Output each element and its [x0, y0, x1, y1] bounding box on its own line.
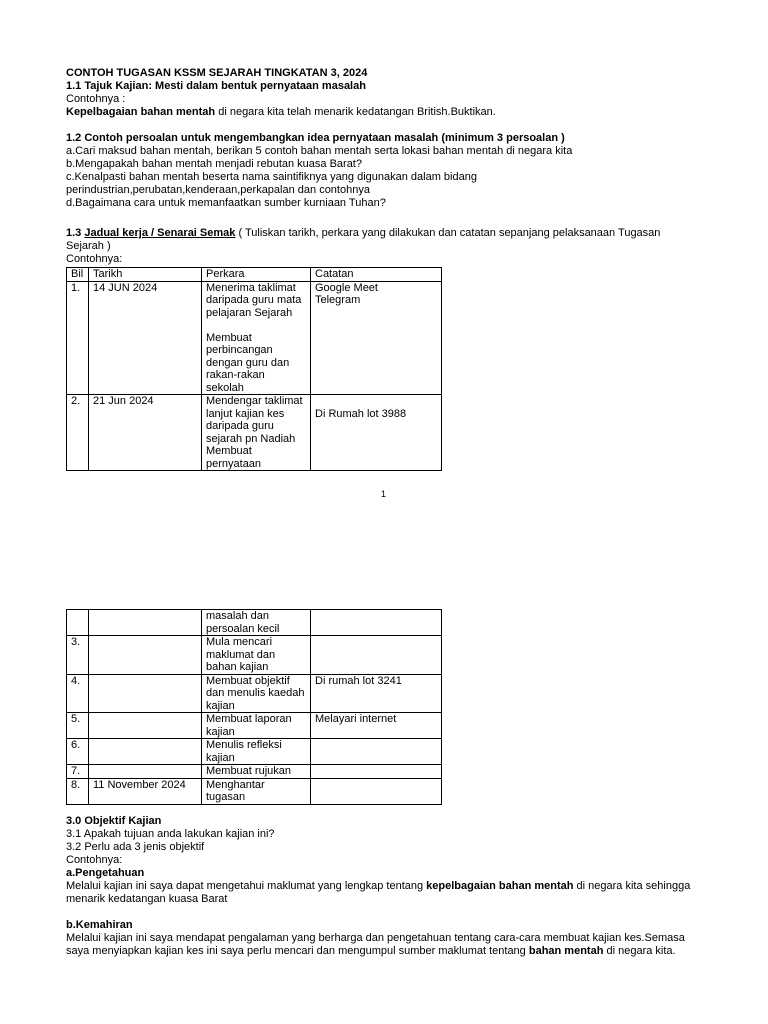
cell-perkara-line: sejarah pn Nadiah	[206, 432, 296, 445]
persoalan-c-cont: perindustrian,perubatan,kenderaan,perkapalan dan contohnya	[66, 184, 370, 196]
a-bold: kepelbagaian bahan mentah	[426, 880, 574, 892]
cell-perkara-line: maklumat dan	[206, 648, 276, 661]
header-perkara: Perkara	[202, 268, 311, 282]
cell-perkara	[202, 765, 311, 779]
cell-catatan	[311, 395, 442, 471]
b-text1: Melalui kajian ini saya mendapat pengalaman yang berharga dan pengetahuan tentang cara-cara membuat kajian kes.Semasa saya menyiapkan kajian kes ini saya perlu mencari dan mengumpul sumber maklumat tentang	[66, 932, 685, 957]
cell-perkara-line: daripada guru mata	[206, 294, 302, 306]
cell-bil: 8.	[67, 778, 89, 804]
cell-tarikh	[89, 636, 202, 675]
example-rest: di negara kita telah menarik kedatangan British.Buktikan.	[215, 106, 496, 118]
table-row	[67, 778, 442, 804]
cell-perkara-line: Membuat rujukan	[206, 765, 291, 777]
table-row	[67, 713, 442, 739]
cell-perkara-line: pernyataan	[206, 457, 262, 470]
cell-perkara	[202, 674, 311, 713]
section-3-0	[66, 815, 706, 958]
table-row	[67, 636, 442, 675]
schedule-table-page1	[66, 267, 442, 471]
cell-perkara-line: dan menulis kaedah	[206, 687, 305, 699]
section-3-0-heading: 3.0 Objektif Kajian	[66, 815, 162, 827]
cell-perkara-line: Membuat objektif	[206, 674, 290, 687]
cell-catatan-line: Telegram	[315, 294, 361, 306]
cell-tarikh	[89, 739, 202, 765]
cell-perkara-line: Mendengar taklimat	[206, 395, 303, 407]
cell-perkara-line: masalah dan	[206, 610, 269, 622]
cell-bil: 2.	[67, 395, 89, 471]
cell-tarikh	[89, 674, 202, 713]
section-1-1-example	[66, 106, 706, 119]
example-bold: Kepelbagaian bahan mentah	[66, 106, 216, 118]
persoalan-a: a.Cari maksud bahan mentah, berikan 5 contoh bahan mentah serta lokasi bahan mentah di negara kita	[66, 145, 573, 157]
cell-perkara-line: Menerima taklimat	[206, 281, 296, 294]
cell-perkara-line: bahan kajian	[206, 661, 269, 673]
cell-bil: 1.	[67, 281, 89, 395]
cell-bil: 4.	[67, 674, 89, 713]
cell-catatan-line: Di rumah lot 3241	[315, 674, 402, 687]
cell-perkara-line: perbincangan	[206, 344, 273, 356]
document-title: CONTOH TUGASAN KSSM SEJARAH TINGKATAN 3, 2024	[66, 67, 368, 79]
cell-perkara	[202, 636, 311, 675]
cell-perkara-line: pelajaran Sejarah	[206, 306, 293, 319]
table-row	[67, 674, 442, 713]
cell-perkara-line: sekolah	[206, 381, 244, 394]
page1-header	[66, 67, 706, 210]
cell-bil: 6.	[67, 739, 89, 765]
schedule-table-page2	[66, 609, 442, 805]
a-text2: di negara kita sehingga menarik kedatangan kuasa Barat	[66, 880, 691, 905]
objektif-a-text	[66, 880, 706, 906]
section-1-3	[66, 227, 666, 266]
persoalan-c: c.Kenalpasti bahan mentah beserta nama saintifiknya yang digunakan dalam bidang	[66, 171, 477, 183]
table-row	[67, 610, 442, 636]
cell-tarikh	[89, 765, 202, 779]
page-number: 1	[381, 489, 387, 499]
cell-perkara	[202, 778, 311, 804]
cell-perkara-line	[206, 319, 306, 332]
cell-perkara-line: kajian	[206, 751, 235, 764]
cell-bil: 7.	[67, 765, 89, 779]
cell-perkara-line: kajian	[206, 725, 235, 738]
cell-perkara-line: rakan-rakan	[206, 369, 265, 381]
section-1-3-contoh: Contohnya:	[66, 253, 123, 265]
section-1-3-heading	[66, 227, 666, 253]
cell-perkara-line: tugasan	[206, 791, 246, 803]
cell-perkara	[202, 395, 311, 471]
section-1-1-heading: 1.1 Tajuk Kajian: Mesti dalam bentuk pernyataan masalah	[66, 80, 366, 92]
table-row	[67, 281, 442, 395]
cell-perkara-line: Menulis refleksi	[206, 739, 282, 751]
table-row	[67, 765, 442, 779]
cell-catatan-line: Di Rumah lot 3988	[315, 407, 407, 420]
cell-catatan	[311, 765, 442, 779]
cell-catatan	[311, 778, 442, 804]
header-bil: Bil	[67, 268, 89, 282]
cell-tarikh: 11 November 2024	[89, 778, 202, 804]
cell-catatan	[311, 636, 442, 675]
table-row	[67, 395, 442, 471]
cell-perkara-line: dengan guru dan	[206, 356, 290, 369]
s13-rest: ( Tuliskan tarikh, perkara yang dilakukan dan catatan sepanjang pelaksanaan Tugasan Sejarah )	[66, 227, 661, 252]
b-text2: di negara kita.	[603, 945, 676, 957]
cell-tarikh: 21 Jun 2024	[89, 395, 202, 471]
section-3-1: 3.1 Apakah tujuan anda lakukan kajian ini?	[66, 828, 275, 840]
cell-tarikh	[89, 713, 202, 739]
objektif-b-heading: b.Kemahiran	[66, 919, 133, 931]
cell-bil: 5.	[67, 713, 89, 739]
section-3-contoh: Contohnya:	[66, 854, 123, 866]
cell-catatan	[311, 674, 442, 713]
cell-perkara	[202, 281, 311, 395]
table-header-row	[67, 268, 442, 282]
cell-tarikh	[89, 610, 202, 636]
cell-bil	[67, 610, 89, 636]
persoalan-d: d.Bagaimana cara untuk memanfaatkan sumber kurniaan Tuhan?	[66, 197, 386, 209]
header-catatan: Catatan	[311, 268, 442, 282]
cell-perkara-line: kajian	[206, 699, 235, 712]
section-3-2: 3.2 Perlu ada 3 jenis objektif	[66, 841, 205, 853]
cell-perkara-line: Menghantar	[206, 778, 265, 791]
cell-perkara-line: Membuat	[206, 445, 252, 457]
cell-catatan	[311, 739, 442, 765]
objektif-a-heading: a.Pengetahuan	[66, 867, 145, 879]
cell-perkara	[202, 610, 311, 636]
objektif-b-text	[66, 932, 706, 958]
cell-catatan-line: Google Meet	[315, 281, 378, 294]
cell-catatan-line: Melayari internet	[315, 713, 397, 725]
s13-num: 1.3	[66, 227, 85, 239]
cell-perkara-line: daripada guru	[206, 420, 274, 432]
cell-perkara-line: Membuat	[206, 331, 252, 344]
cell-perkara	[202, 739, 311, 765]
table-row	[67, 739, 442, 765]
b-bold: bahan mentah	[528, 945, 604, 957]
section-1-2-heading: 1.2 Contoh persoalan untuk mengembangkan idea pernyataan masalah (minimum 3 persoalan )	[66, 132, 565, 144]
cell-catatan	[311, 713, 442, 739]
a-text1: Melalui kajian ini saya dapat mengetahui maklumat yang lengkap tentang	[66, 880, 427, 892]
cell-perkara-line: Mula mencari	[206, 636, 273, 648]
cell-catatan-line	[315, 395, 437, 408]
cell-perkara-line: lanjut kajian kes	[206, 407, 285, 420]
persoalan-b: b.Mengapakah bahan mentah menjadi rebutan kuasa Barat?	[66, 158, 362, 170]
cell-perkara-line: Membuat laporan	[206, 713, 292, 725]
cell-tarikh: 14 JUN 2024	[89, 281, 202, 395]
cell-perkara	[202, 713, 311, 739]
cell-catatan	[311, 281, 442, 395]
cell-catatan	[311, 610, 442, 636]
cell-bil: 3.	[67, 636, 89, 675]
s13-bold: Jadual kerja / Senarai Semak	[84, 227, 236, 239]
header-tarikh: Tarikh	[89, 268, 202, 282]
section-1-1-contoh: Contohnya :	[66, 93, 126, 105]
cell-perkara-line: persoalan kecil	[206, 622, 280, 635]
